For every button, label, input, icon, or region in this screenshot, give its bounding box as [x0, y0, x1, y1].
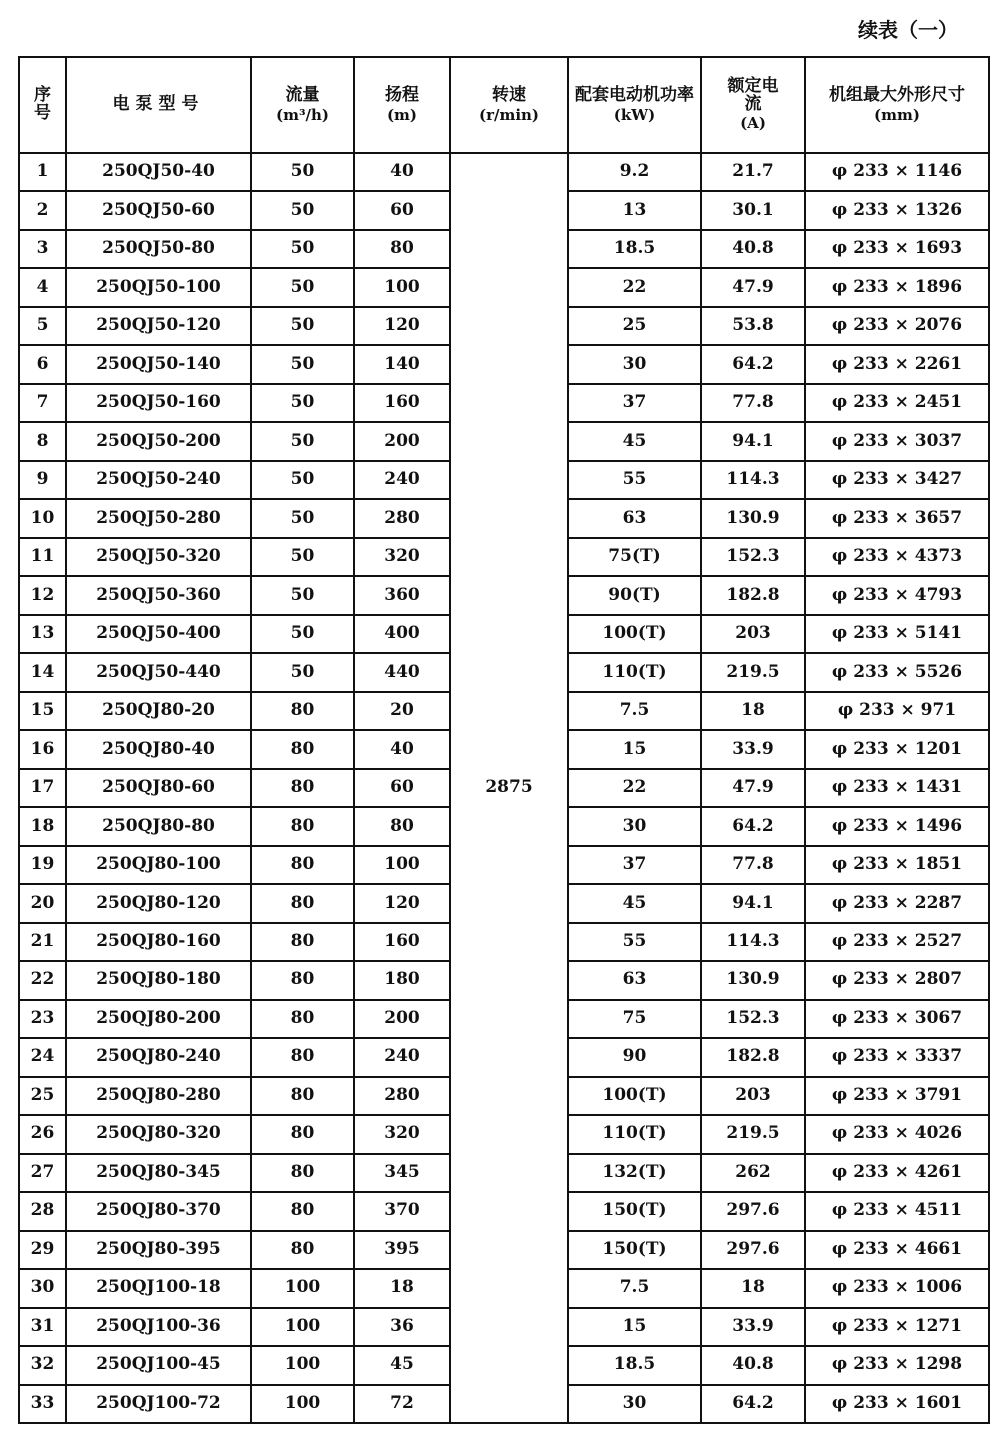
cell-no: 20 — [19, 884, 66, 922]
cell-current: 114.3 — [701, 461, 805, 499]
cell-size: φ 233 × 3657 — [805, 499, 989, 537]
cell-power: 75(T) — [568, 538, 701, 576]
cell-model: 250QJ50-440 — [66, 653, 251, 691]
cell-current: 182.8 — [701, 1038, 805, 1076]
cell-no: 12 — [19, 576, 66, 614]
cell-no: 32 — [19, 1346, 66, 1384]
cell-model: 250QJ80-240 — [66, 1038, 251, 1076]
header-power-label: 配套电动机功率 — [575, 84, 694, 105]
cell-size: φ 233 × 4026 — [805, 1115, 989, 1153]
cell-no: 3 — [19, 230, 66, 268]
cell-flow: 50 — [251, 230, 354, 268]
cell-head: 280 — [354, 499, 450, 537]
cell-head: 80 — [354, 230, 450, 268]
cell-power: 7.5 — [568, 1269, 701, 1307]
cell-flow: 50 — [251, 268, 354, 306]
cell-size: φ 233 × 1431 — [805, 769, 989, 807]
cell-head: 18 — [354, 1269, 450, 1307]
cell-flow: 100 — [251, 1385, 354, 1424]
cell-model: 250QJ80-320 — [66, 1115, 251, 1153]
cell-size: φ 233 × 2287 — [805, 884, 989, 922]
cell-flow: 100 — [251, 1346, 354, 1384]
cell-head: 72 — [354, 1385, 450, 1424]
cell-no: 21 — [19, 923, 66, 961]
cell-head: 320 — [354, 1115, 450, 1153]
table-caption: 续表（一） — [858, 18, 958, 42]
cell-head: 120 — [354, 307, 450, 345]
cell-current: 152.3 — [701, 538, 805, 576]
cell-head: 440 — [354, 653, 450, 691]
cell-power: 110(T) — [568, 653, 701, 691]
cell-size: φ 233 × 971 — [805, 692, 989, 730]
header-power — [568, 57, 701, 153]
cell-model: 250QJ50-360 — [66, 576, 251, 614]
cell-no: 19 — [19, 846, 66, 884]
cell-power: 100(T) — [568, 1077, 701, 1115]
cell-power: 37 — [568, 384, 701, 422]
cell-model: 250QJ50-280 — [66, 499, 251, 537]
cell-power: 132(T) — [568, 1154, 701, 1192]
header-speed — [450, 57, 568, 153]
cell-model: 250QJ100-45 — [66, 1346, 251, 1384]
cell-flow: 50 — [251, 576, 354, 614]
cell-power: 13 — [568, 191, 701, 229]
header-flow — [251, 57, 354, 153]
cell-current: 40.8 — [701, 230, 805, 268]
cell-current: 47.9 — [701, 769, 805, 807]
cell-no: 4 — [19, 268, 66, 306]
cell-model: 250QJ100-72 — [66, 1385, 251, 1424]
cell-no: 15 — [19, 692, 66, 730]
cell-current: 94.1 — [701, 422, 805, 460]
cell-power: 100(T) — [568, 615, 701, 653]
cell-power: 30 — [568, 1385, 701, 1424]
cell-power: 18.5 — [568, 1346, 701, 1384]
cell-no: 30 — [19, 1269, 66, 1307]
cell-power: 30 — [568, 345, 701, 383]
cell-no: 7 — [19, 384, 66, 422]
cell-current: 219.5 — [701, 653, 805, 691]
cell-no: 10 — [19, 499, 66, 537]
cell-no: 16 — [19, 730, 66, 768]
cell-current: 21.7 — [701, 153, 805, 191]
cell-no: 24 — [19, 1038, 66, 1076]
cell-flow: 80 — [251, 1038, 354, 1076]
cell-size: φ 233 × 1693 — [805, 230, 989, 268]
cell-head: 40 — [354, 730, 450, 768]
cell-flow: 80 — [251, 730, 354, 768]
cell-no: 11 — [19, 538, 66, 576]
cell-no: 8 — [19, 422, 66, 460]
cell-size: φ 233 × 2807 — [805, 961, 989, 999]
cell-power: 55 — [568, 461, 701, 499]
cell-head: 280 — [354, 1077, 450, 1115]
cell-current: 114.3 — [701, 923, 805, 961]
header-head-unit: (m) — [386, 105, 418, 124]
cell-flow: 50 — [251, 499, 354, 537]
cell-current: 94.1 — [701, 884, 805, 922]
cell-current: 64.2 — [701, 345, 805, 383]
cell-model: 250QJ80-20 — [66, 692, 251, 730]
cell-size: φ 233 × 2076 — [805, 307, 989, 345]
cell-size: φ 233 × 3067 — [805, 1000, 989, 1038]
cell-flow: 50 — [251, 422, 354, 460]
header-size — [805, 57, 989, 153]
cell-size: φ 233 × 3427 — [805, 461, 989, 499]
header-size-unit: (mm) — [874, 105, 920, 124]
cell-power: 22 — [568, 268, 701, 306]
cell-no: 29 — [19, 1231, 66, 1269]
cell-no: 1 — [19, 153, 66, 191]
cell-current: 33.9 — [701, 730, 805, 768]
cell-head: 100 — [354, 846, 450, 884]
cell-current: 203 — [701, 1077, 805, 1115]
cell-no: 14 — [19, 653, 66, 691]
cell-power: 55 — [568, 923, 701, 961]
cell-head: 120 — [354, 884, 450, 922]
cell-flow: 100 — [251, 1269, 354, 1307]
cell-model: 250QJ80-370 — [66, 1192, 251, 1230]
cell-flow: 50 — [251, 653, 354, 691]
cell-model: 250QJ80-200 — [66, 1000, 251, 1038]
cell-flow: 50 — [251, 615, 354, 653]
cell-model: 250QJ80-100 — [66, 846, 251, 884]
cell-model: 250QJ80-40 — [66, 730, 251, 768]
cell-flow: 50 — [251, 461, 354, 499]
cell-flow: 50 — [251, 191, 354, 229]
cell-no: 26 — [19, 1115, 66, 1153]
cell-size: φ 233 × 4511 — [805, 1192, 989, 1230]
cell-size: φ 233 × 1601 — [805, 1385, 989, 1424]
cell-current: 64.2 — [701, 807, 805, 845]
cell-flow: 80 — [251, 807, 354, 845]
cell-size: φ 233 × 1146 — [805, 153, 989, 191]
cell-head: 36 — [354, 1308, 450, 1346]
cell-flow: 50 — [251, 345, 354, 383]
cell-model: 250QJ80-180 — [66, 961, 251, 999]
cell-size: φ 233 × 4261 — [805, 1154, 989, 1192]
cell-current: 203 — [701, 615, 805, 653]
cell-model: 250QJ50-200 — [66, 422, 251, 460]
header-flow-label: 流量 — [285, 84, 320, 105]
cell-no: 33 — [19, 1385, 66, 1424]
cell-flow: 80 — [251, 961, 354, 999]
cell-no: 6 — [19, 345, 66, 383]
cell-power: 90(T) — [568, 576, 701, 614]
cell-size: φ 233 × 4661 — [805, 1231, 989, 1269]
cell-model: 250QJ50-80 — [66, 230, 251, 268]
cell-current: 18 — [701, 1269, 805, 1307]
cell-current: 130.9 — [701, 499, 805, 537]
cell-head: 240 — [354, 1038, 450, 1076]
cell-power: 45 — [568, 884, 701, 922]
cell-power: 9.2 — [568, 153, 701, 191]
table-row — [19, 153, 989, 191]
cell-size: φ 233 × 3337 — [805, 1038, 989, 1076]
cell-size: φ 233 × 1851 — [805, 846, 989, 884]
cell-flow: 80 — [251, 769, 354, 807]
cell-current: 130.9 — [701, 961, 805, 999]
cell-flow: 50 — [251, 538, 354, 576]
cell-size: φ 233 × 3791 — [805, 1077, 989, 1115]
cell-head: 80 — [354, 807, 450, 845]
cell-no: 9 — [19, 461, 66, 499]
header-model: 电泵型号 — [66, 57, 251, 153]
cell-size: φ 233 × 1896 — [805, 268, 989, 306]
cell-head: 60 — [354, 191, 450, 229]
cell-power: 22 — [568, 769, 701, 807]
cell-model: 250QJ80-60 — [66, 769, 251, 807]
cell-flow: 50 — [251, 153, 354, 191]
cell-head: 180 — [354, 961, 450, 999]
cell-power: 15 — [568, 730, 701, 768]
cell-no: 22 — [19, 961, 66, 999]
cell-flow: 50 — [251, 307, 354, 345]
cell-model: 250QJ50-400 — [66, 615, 251, 653]
cell-current: 53.8 — [701, 307, 805, 345]
cell-power: 18.5 — [568, 230, 701, 268]
cell-model: 250QJ50-60 — [66, 191, 251, 229]
cell-flow: 80 — [251, 1192, 354, 1230]
cell-flow: 80 — [251, 1077, 354, 1115]
cell-flow: 80 — [251, 846, 354, 884]
cell-model: 250QJ50-140 — [66, 345, 251, 383]
cell-current: 152.3 — [701, 1000, 805, 1038]
cell-head: 160 — [354, 923, 450, 961]
cell-head: 40 — [354, 153, 450, 191]
cell-size: φ 233 × 1271 — [805, 1308, 989, 1346]
cell-model: 250QJ80-395 — [66, 1231, 251, 1269]
cell-head: 345 — [354, 1154, 450, 1192]
cell-flow: 80 — [251, 1154, 354, 1192]
cell-model: 250QJ50-40 — [66, 153, 251, 191]
cell-current: 18 — [701, 692, 805, 730]
cell-current: 33.9 — [701, 1308, 805, 1346]
cell-model: 250QJ80-280 — [66, 1077, 251, 1115]
header-size-label: 机组最大外形尺寸 — [829, 84, 965, 105]
header-speed-unit: (r/min) — [478, 105, 540, 124]
cell-no: 25 — [19, 1077, 66, 1115]
cell-model: 250QJ50-120 — [66, 307, 251, 345]
pump-spec-table — [18, 56, 990, 1424]
header-power-unit: (kW) — [613, 105, 656, 124]
cell-flow: 50 — [251, 384, 354, 422]
cell-flow: 80 — [251, 1231, 354, 1269]
cell-size: φ 233 × 1201 — [805, 730, 989, 768]
header-head — [354, 57, 450, 153]
cell-head: 240 — [354, 461, 450, 499]
header-speed-label: 转速 — [492, 84, 526, 105]
cell-size: φ 233 × 5526 — [805, 653, 989, 691]
cell-head: 200 — [354, 422, 450, 460]
cell-head: 100 — [354, 268, 450, 306]
cell-head: 370 — [354, 1192, 450, 1230]
cell-power: 150(T) — [568, 1192, 701, 1230]
cell-model: 250QJ100-18 — [66, 1269, 251, 1307]
header-row — [19, 57, 989, 153]
cell-power: 15 — [568, 1308, 701, 1346]
cell-current: 30.1 — [701, 191, 805, 229]
header-current-label: 额定电流 — [727, 75, 779, 114]
cell-no: 23 — [19, 1000, 66, 1038]
cell-current: 77.8 — [701, 384, 805, 422]
cell-current: 40.8 — [701, 1346, 805, 1384]
cell-speed: 2875 — [450, 153, 568, 1423]
cell-head: 395 — [354, 1231, 450, 1269]
cell-size: φ 233 × 1496 — [805, 807, 989, 845]
cell-current: 77.8 — [701, 846, 805, 884]
cell-power: 37 — [568, 846, 701, 884]
cell-flow: 100 — [251, 1308, 354, 1346]
cell-model: 250QJ50-240 — [66, 461, 251, 499]
cell-power: 25 — [568, 307, 701, 345]
cell-no: 13 — [19, 615, 66, 653]
cell-size: φ 233 × 1006 — [805, 1269, 989, 1307]
cell-power: 75 — [568, 1000, 701, 1038]
cell-model: 250QJ50-160 — [66, 384, 251, 422]
cell-no: 18 — [19, 807, 66, 845]
cell-current: 219.5 — [701, 1115, 805, 1153]
cell-no: 5 — [19, 307, 66, 345]
header-no: 序号 — [19, 57, 66, 153]
cell-model: 250QJ100-36 — [66, 1308, 251, 1346]
cell-flow: 80 — [251, 1115, 354, 1153]
header-head-label: 扬程 — [385, 84, 419, 105]
cell-size: φ 233 × 1326 — [805, 191, 989, 229]
cell-power: 45 — [568, 422, 701, 460]
cell-power: 150(T) — [568, 1231, 701, 1269]
cell-current: 297.6 — [701, 1231, 805, 1269]
cell-head: 360 — [354, 576, 450, 614]
cell-flow: 80 — [251, 692, 354, 730]
cell-no: 27 — [19, 1154, 66, 1192]
cell-no: 28 — [19, 1192, 66, 1230]
cell-current: 297.6 — [701, 1192, 805, 1230]
cell-size: φ 233 × 5141 — [805, 615, 989, 653]
cell-model: 250QJ80-80 — [66, 807, 251, 845]
cell-current: 64.2 — [701, 1385, 805, 1424]
cell-flow: 80 — [251, 884, 354, 922]
cell-current: 47.9 — [701, 268, 805, 306]
cell-power: 110(T) — [568, 1115, 701, 1153]
cell-size: φ 233 × 2527 — [805, 923, 989, 961]
header-current-unit: (A) — [740, 114, 766, 133]
cell-head: 45 — [354, 1346, 450, 1384]
cell-model: 250QJ80-345 — [66, 1154, 251, 1192]
cell-power: 30 — [568, 807, 701, 845]
cell-head: 400 — [354, 615, 450, 653]
cell-size: φ 233 × 4373 — [805, 538, 989, 576]
cell-model: 250QJ50-320 — [66, 538, 251, 576]
cell-current: 262 — [701, 1154, 805, 1192]
cell-no: 2 — [19, 191, 66, 229]
cell-model: 250QJ50-100 — [66, 268, 251, 306]
cell-size: φ 233 × 2261 — [805, 345, 989, 383]
header-flow-unit: (m³/h) — [275, 105, 330, 124]
cell-model: 250QJ80-120 — [66, 884, 251, 922]
cell-size: φ 233 × 1298 — [805, 1346, 989, 1384]
cell-head: 60 — [354, 769, 450, 807]
cell-head: 200 — [354, 1000, 450, 1038]
cell-power: 90 — [568, 1038, 701, 1076]
cell-power: 7.5 — [568, 692, 701, 730]
cell-flow: 80 — [251, 923, 354, 961]
cell-power: 63 — [568, 961, 701, 999]
cell-head: 20 — [354, 692, 450, 730]
cell-power: 63 — [568, 499, 701, 537]
cell-flow: 80 — [251, 1000, 354, 1038]
cell-size: φ 233 × 3037 — [805, 422, 989, 460]
cell-head: 160 — [354, 384, 450, 422]
cell-size: φ 233 × 4793 — [805, 576, 989, 614]
cell-size: φ 233 × 2451 — [805, 384, 989, 422]
cell-no: 17 — [19, 769, 66, 807]
cell-head: 320 — [354, 538, 450, 576]
cell-no: 31 — [19, 1308, 66, 1346]
cell-current: 182.8 — [701, 576, 805, 614]
cell-model: 250QJ80-160 — [66, 923, 251, 961]
header-current — [701, 57, 805, 153]
cell-head: 140 — [354, 345, 450, 383]
